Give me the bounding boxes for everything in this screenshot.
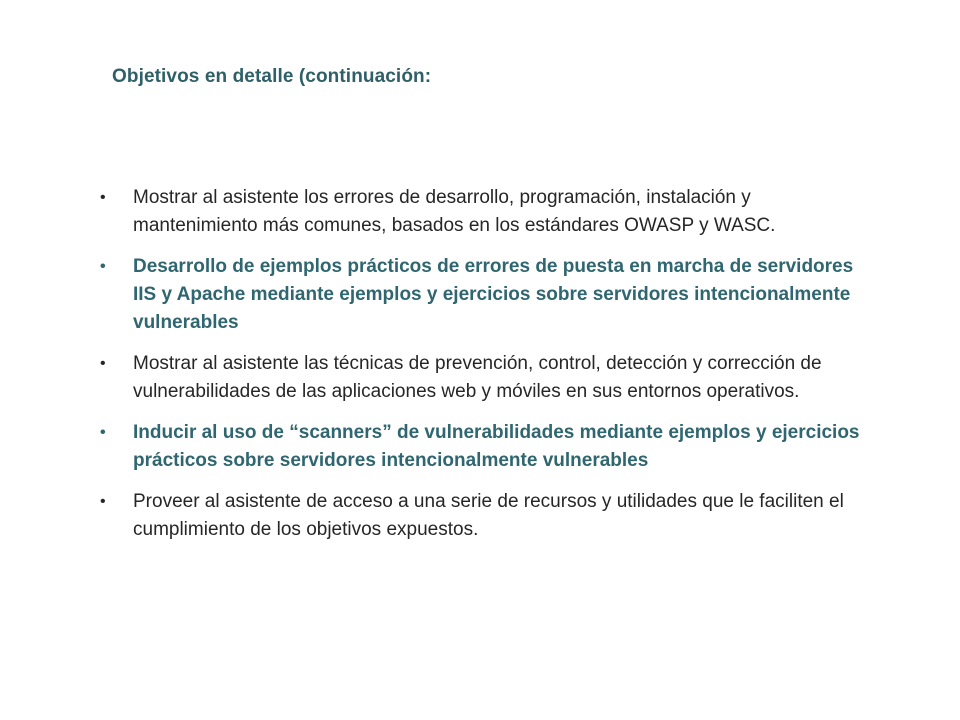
- bullet-point-icon: •: [100, 258, 106, 275]
- bullet-item-1: [100, 184, 860, 240]
- bullet-text-1: Mostrar al asistente los errores de desarrollo, programación, instalación y mantenimiento más comunes, basados en los estándares OWASP y WASC.: [133, 187, 776, 236]
- slide-title: Objetivos en detalle (continuación:: [112, 66, 432, 87]
- bullet-item-2: [100, 253, 860, 337]
- bullet-text-2: Desarrollo de ejemplos prácticos de errores de puesta en marcha de servidores IIS y Apache mediante ejemplos y ejercicios sobre servidores intencionalmente vulnerables: [133, 256, 854, 333]
- bullet-item-3: [100, 350, 860, 406]
- bullet-point-icon: •: [100, 189, 106, 206]
- bullet-point-icon: •: [100, 493, 106, 510]
- bullet-item-4: [100, 419, 860, 475]
- bullet-point-icon: •: [100, 355, 106, 372]
- bullet-item-5: [100, 488, 860, 544]
- bullet-text-3: Mostrar al asistente las técnicas de prevención, control, detección y corrección de vulnerabilidades de las aplicaciones web y móviles en sus entornos operativos.: [133, 353, 822, 402]
- bullet-text-5: Proveer al asistente de acceso a una serie de recursos y utilidades que le faciliten el cumplimiento de los objetivos expuestos.: [133, 491, 844, 540]
- bullet-list: [100, 184, 860, 557]
- bullet-text-4: Inducir al uso de “scanners” de vulnerabilidades mediante ejemplos y ejercicios prácticos sobre servidores intencionalmente vulnerables: [133, 422, 860, 471]
- bullet-point-icon: •: [100, 424, 106, 441]
